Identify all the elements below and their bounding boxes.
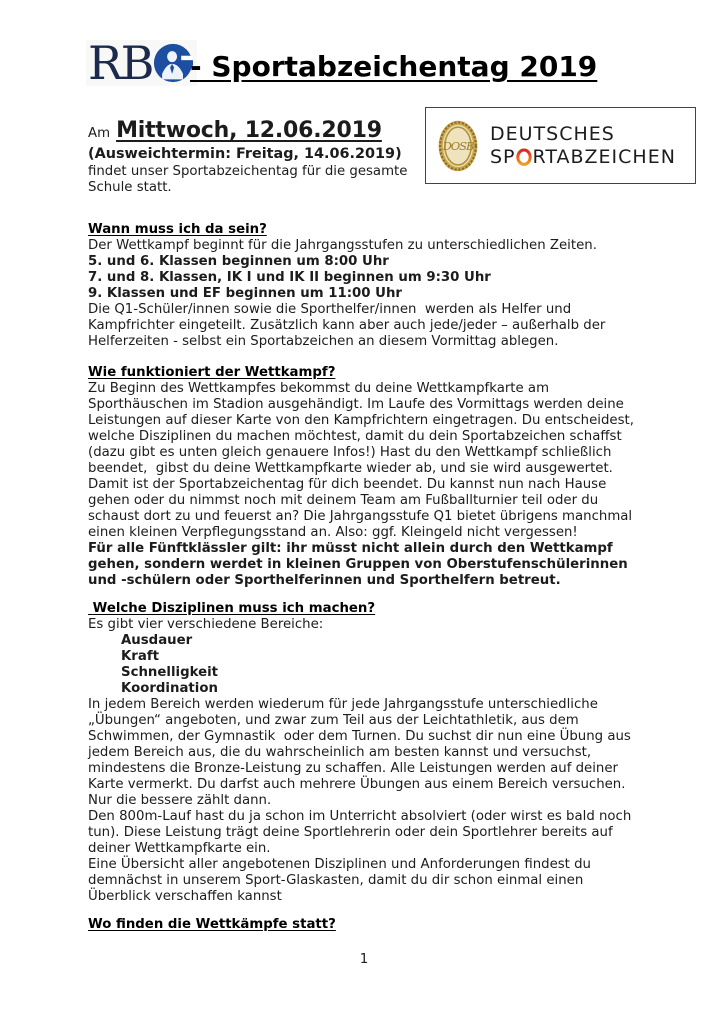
heading-when: Wann muss ich da sein?: [88, 222, 267, 237]
badge-line-1: DEUTSCHES: [490, 122, 615, 145]
school-logo: [86, 36, 197, 90]
document-body: [88, 222, 648, 933]
heading-where: Wo finden die Wettkämpfe statt?: [88, 917, 336, 932]
dosb-emblem-label: DOSB: [442, 138, 474, 153]
disciplines-body-2: Den 800m-Lauf hast du ja schon im Unterricht absolviert (oder wirst es bald noch tun). Diese Leistung trägt deine Sportlehrerin oder dein Sportlehrer bereits auf deiner Wettkampfkarte ein.: [88, 809, 636, 856]
badge-line-2-pre: SP: [490, 145, 516, 168]
badge-line-2: [490, 146, 676, 169]
sportabzeichen-logo-box: [425, 107, 696, 184]
heading-how: Wie funktioniert der Wettkampf?: [88, 365, 336, 380]
intro-date-line: [88, 118, 438, 143]
area-item-kraft: Kraft: [121, 649, 159, 664]
dosb-wreath-icon: [437, 118, 479, 174]
school-logo-rb-text: RB: [88, 36, 153, 90]
alternate-date: (Ausweichtermin: Freitag, 14.06.2019): [88, 146, 402, 162]
disciplines-body-1: In jedem Bereich werden wiederum für jede Jahrgangsstufe unterschiedliche „Übungen“ angeboten, und zwar zum Teil aus der Leichtathletik, aus dem Schwimmen, der Gymnastik oder dem Turnen. Du suchst dir nun eine Übung aus jedem Bereich aus, die du wahrscheinlich am besten kannst und versuchst, mindestens die Bronze-Leistung zu schaffen. Alle Leistungen werden auf deiner Karte vermerkt. Du darfst auch mehrere Übungen aus einem Bereich versuchen. Nur die bessere zählt dann.: [88, 697, 636, 808]
school-logo-g-icon: [153, 43, 193, 83]
gradient-o-icon: [516, 148, 532, 166]
intro-text: findet unser Sportabzeichentag für die gesamte Schule statt.: [88, 164, 412, 195]
when-time-3: 9. Klassen und EF beginnen um 11:00 Uhr: [88, 286, 402, 301]
page-title: - Sportabzeichentag 2019: [190, 50, 598, 83]
how-bold-note: Für alle Fünftklässler gilt: ihr müsst nicht allein durch den Wettkampf gehen, sondern werdet in kleinen Gruppen von Oberstufenschülerinnen und -schülern oder Sporthelferinnen und Sporthelfern betreut.: [88, 541, 633, 588]
page-number: 1: [359, 951, 369, 967]
area-item-koordination: Koordination: [121, 681, 218, 696]
intro-block: [88, 118, 438, 209]
event-date: Mittwoch, 12.06.2019: [116, 118, 382, 143]
discipline-area-list: [88, 633, 648, 697]
when-note: Die Q1-Schüler/innen sowie die Sporthelfer/innen werden als Helfer und Kampfrichter eingeteilt. Zusätzlich kann aber auch jede/jeder – außerhalb der Helferzeiten - selbst ein Sportabzeichen an diesem Vormittag ablegen.: [88, 302, 610, 349]
sportabzeichen-logo-text: [490, 123, 676, 169]
when-time-2: 7. und 8. Klassen, IK I und IK II beginnen um 9:30 Uhr: [88, 270, 491, 285]
area-item-ausdauer: Ausdauer: [121, 633, 193, 648]
intro-prefix: Am: [88, 126, 111, 141]
badge-line-2-post: RTABZEICHEN: [532, 145, 676, 168]
heading-disciplines: Welche Disziplinen muss ich machen?: [88, 601, 376, 616]
disciplines-intro: Es gibt vier verschiedene Bereiche:: [88, 617, 324, 632]
when-intro: Der Wettkampf beginnt für die Jahrgangsstufen zu unterschiedlichen Zeiten.: [88, 238, 597, 253]
area-item-schnelligkeit: Schnelligkeit: [121, 665, 219, 680]
disciplines-body-3: Eine Übersicht aller angebotenen Disziplinen und Anforderungen findest du demnächst in unserem Sport-Glaskasten, damit du dir schon einmal einen Überblick verschaffen kannst: [88, 857, 596, 904]
when-time-1: 5. und 6. Klassen beginnen um 8:00 Uhr: [88, 254, 389, 269]
how-body: Zu Beginn des Wettkampfes bekommst du deine Wettkampfkarte am Sporthäuschen im Stadion ausgehändigt. Im Laufe des Vormittags werden deine Leistungen auf dieser Karte von den Kampfrichtern eingetragen. Du entscheidest, welche Disziplinen du machen möchtest, damit du dein Sportabzeichen schaffst (dazu gibt es unten gleich genauere Infos!) Hast du den Wettkampf schließlich beendet, gibst du deine Wettkampfkarte wieder ab, und sie wird ausgewertet. Damit ist der Sportabzeichentag für dich beendet. Du kannst nun nach Hause gehen oder du nimmst noch mit deinem Team am Fußballturnier teil oder du schaust dort zu und feuerst an? Die Jahrgangsstufe Q1 bietet übrigens manchmal einen kleinen Verpflegungsstand an. Also: ggf. Kleingeld nicht vergessen!: [88, 381, 639, 540]
